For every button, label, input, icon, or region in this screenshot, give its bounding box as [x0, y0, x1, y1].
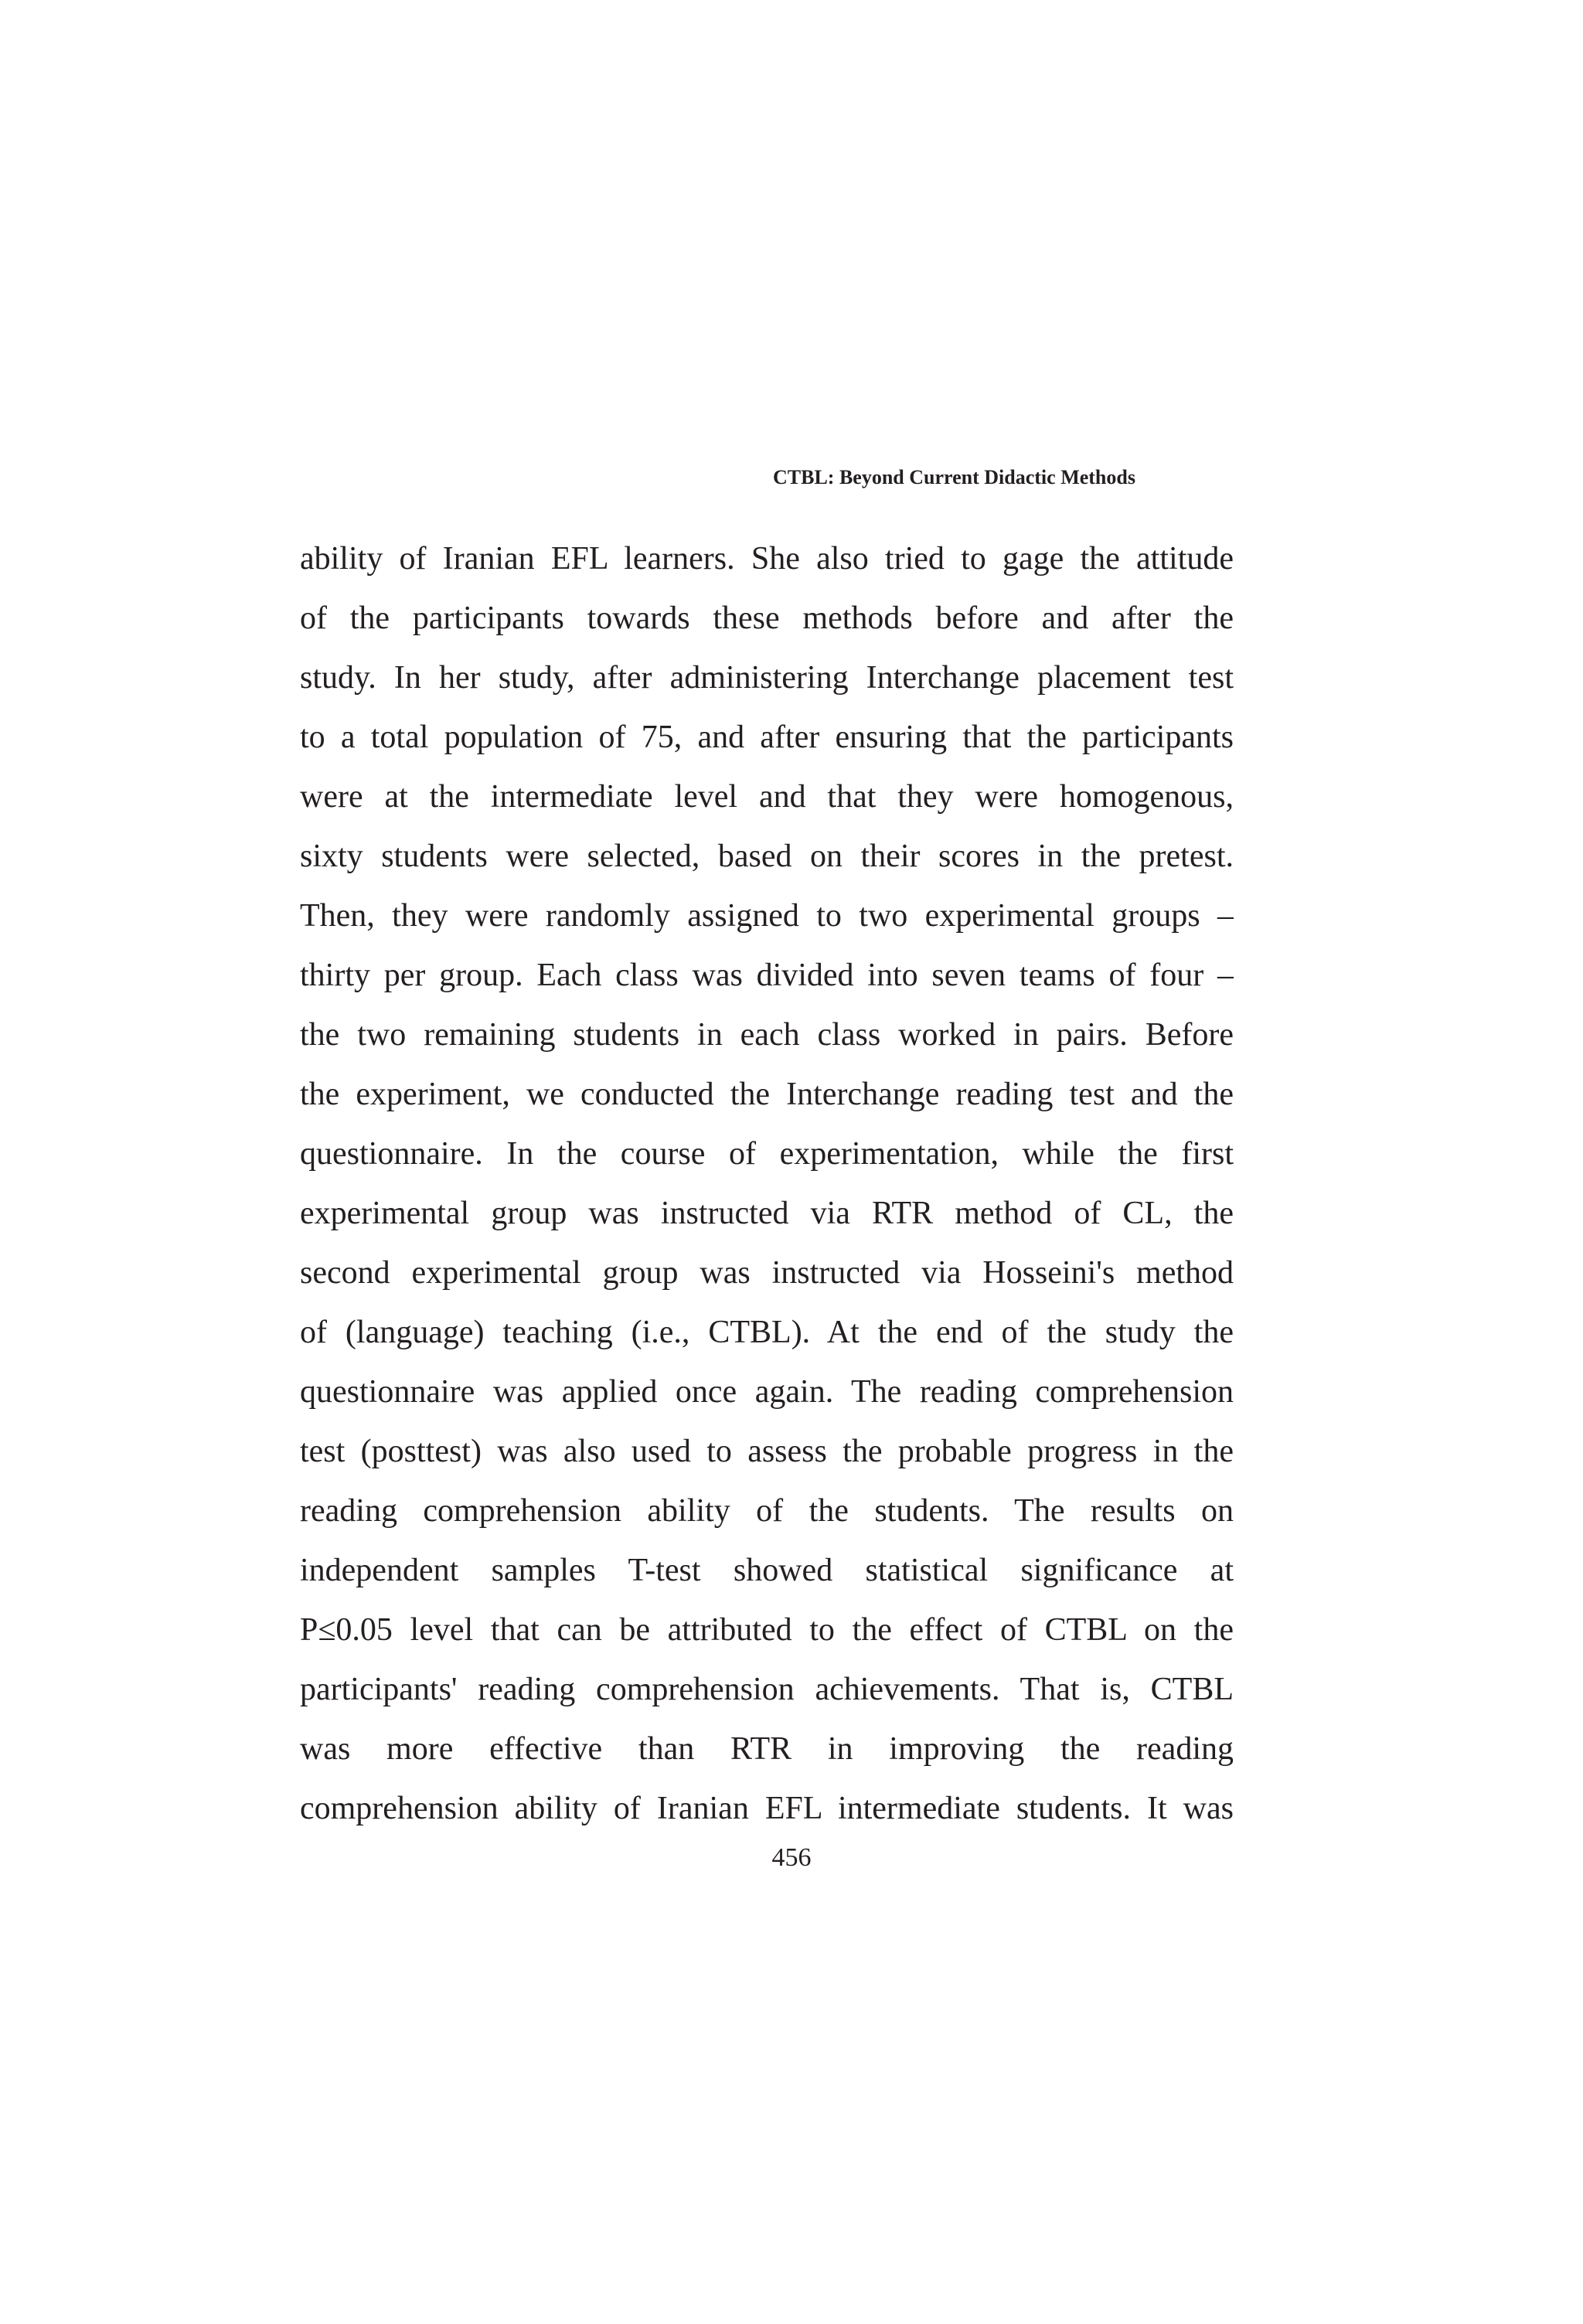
text-line-11: questionnaire. In the course of experimentation, while the first [300, 1136, 1234, 1172]
text-line-5: were at the intermediate level and that they were homogenous, [300, 779, 1234, 815]
body-paragraph [300, 533, 1234, 1843]
text-line-21: was more effective than RTR in improving the reading [300, 1731, 1234, 1767]
text-line-2: of the participants towards these methods before and after the [300, 601, 1234, 636]
text-line-7: Then, they were randomly assigned to two experimental groups – [300, 898, 1234, 934]
text-line-14: of (language) teaching (i.e., CTBL). At the end of the study the [300, 1315, 1234, 1350]
text-line-9: the two remaining students in each class worked in pairs. Before [300, 1017, 1234, 1053]
text-line-16: test (posttest) was also used to assess the probable progress in the [300, 1434, 1234, 1469]
text-line-13: second experimental group was instructed via Hosseini's method [300, 1255, 1234, 1291]
text-line-6: sixty students were selected, based on their scores in the pretest. [300, 839, 1234, 874]
text-line-8: thirty per group. Each class was divided into seven teams of four – [300, 958, 1234, 993]
running-header-title: CTBL: Beyond Current Didactic Methods [773, 466, 1135, 488]
text-line-1: ability of Iranian EFL learners. She also tried to gage the attitude [300, 541, 1234, 577]
page-number: 456 [771, 1843, 812, 1872]
text-line-22: comprehension ability of Iranian EFL intermediate students. It was [300, 1791, 1234, 1826]
text-line-19: P≤0.05 level that can be attributed to the effect of CTBL on the [300, 1612, 1234, 1648]
text-line-17: reading comprehension ability of the students. The results on [300, 1493, 1234, 1529]
text-line-18: independent samples T-test showed statistical significance at [300, 1553, 1234, 1588]
text-line-3: study. In her study, after administering Interchange placement test [300, 660, 1234, 696]
text-line-20: participants' reading comprehension achievements. That is, CTBL [300, 1672, 1234, 1707]
text-line-12: experimental group was instructed via RTR method of CL, the [300, 1196, 1234, 1231]
text-line-10: the experiment, we conducted the Interchange reading test and the [300, 1077, 1234, 1112]
text-line-4: to a total population of 75, and after ensuring that the participants [300, 720, 1234, 755]
text-line-15: questionnaire was applied once again. The reading comprehension [300, 1374, 1234, 1410]
